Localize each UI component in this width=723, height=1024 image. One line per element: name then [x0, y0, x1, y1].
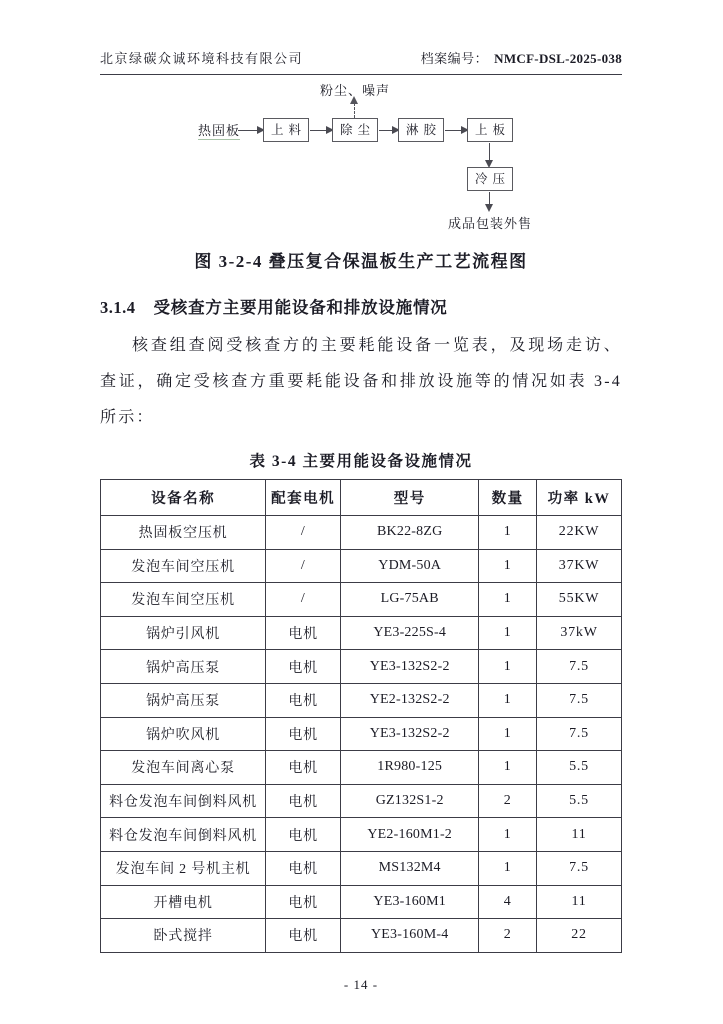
- table-cell: 1: [479, 516, 537, 550]
- table-cell: 22: [537, 919, 622, 953]
- flow-step-gluing: 淋胶: [398, 118, 444, 142]
- table-cell: GZ132S1-2: [341, 784, 479, 818]
- table-cell: 锅炉引风机: [101, 616, 266, 650]
- table-cell: 1: [479, 549, 537, 583]
- table-cell: 2: [479, 919, 537, 953]
- body-paragraph: 核查组查阅受核查方的主要耗能设备一览表，及现场走访、查证，确定受核查方重要耗能设备和排放设施等的情况如表 3-4 所示：: [100, 337, 622, 426]
- table-row: [101, 751, 622, 785]
- file-number-label: 档案编号：: [420, 51, 489, 66]
- company-name: 北京绿碳众诚环境科技有限公司: [100, 51, 304, 66]
- table-cell: 电机: [266, 784, 341, 818]
- table-cell: 1: [479, 717, 537, 751]
- table-cell: 55KW: [537, 583, 622, 617]
- dashed-up-arrow: [354, 103, 355, 118]
- table-cell: 电机: [266, 751, 341, 785]
- table-cell: /: [266, 549, 341, 583]
- flow-arrow: [379, 130, 398, 131]
- output-product-label: 成品包装外售: [447, 216, 532, 231]
- table-cell: 7.5: [537, 683, 622, 717]
- table-cell: YE2-132S2-2: [341, 683, 479, 717]
- table-cell: 37KW: [537, 549, 622, 583]
- table-cell: YE3-160M1: [341, 885, 479, 919]
- section-number: 3.1.4: [100, 298, 136, 317]
- table-cell: 4: [479, 885, 537, 919]
- flow-arrow: [445, 130, 467, 131]
- table-header-cell: 型号: [341, 480, 479, 516]
- table-cell: 1: [479, 851, 537, 885]
- flow-step-cold-press: 冷压: [467, 167, 513, 191]
- table-cell: 11: [537, 818, 622, 852]
- page-header: [100, 0, 622, 75]
- table-cell: 7.5: [537, 851, 622, 885]
- equipment-table-body: [101, 516, 622, 953]
- process-flowchart: [100, 77, 622, 235]
- table-cell: YDM-50A: [341, 549, 479, 583]
- table-cell: 22KW: [537, 516, 622, 550]
- table-row: [101, 919, 622, 953]
- table-row: [101, 851, 622, 885]
- table-cell: /: [266, 516, 341, 550]
- table-row: [101, 616, 622, 650]
- table-cell: LG-75AB: [341, 583, 479, 617]
- flow-arrow: [310, 130, 332, 131]
- table-cell: /: [266, 583, 341, 617]
- table-header-cell: 功率 kW: [537, 480, 622, 516]
- table-cell: 5.5: [537, 784, 622, 818]
- table-cell: 电机: [266, 683, 341, 717]
- table-cell: 发泡车间空压机: [101, 583, 266, 617]
- flow-down-arrow: [489, 143, 490, 166]
- table-row: [101, 583, 622, 617]
- flow-step-boarding: 上板: [467, 118, 513, 142]
- table-cell: 发泡车间 2 号机主机: [101, 851, 266, 885]
- input-material-label: 热固板: [198, 120, 240, 140]
- table-cell: 7.5: [537, 650, 622, 684]
- table-cell: 电机: [266, 919, 341, 953]
- table-cell: 电机: [266, 818, 341, 852]
- table-row: [101, 516, 622, 550]
- table-cell: YE2-160M1-2: [341, 818, 479, 852]
- table-cell: 1: [479, 818, 537, 852]
- file-number-block: [421, 48, 622, 67]
- table-cell: 热固板空压机: [101, 516, 266, 550]
- table-row: [101, 549, 622, 583]
- flow-step-feeding: 上料: [263, 118, 309, 142]
- table-cell: 1R980-125: [341, 751, 479, 785]
- table-cell: BK22-8ZG: [341, 516, 479, 550]
- table-cell: 电机: [266, 717, 341, 751]
- table-cell: MS132M4: [341, 851, 479, 885]
- table-cell: 1: [479, 751, 537, 785]
- table-cell: 1: [479, 616, 537, 650]
- table-cell: 锅炉高压泵: [101, 650, 266, 684]
- table-row: [101, 717, 622, 751]
- table-row: [101, 683, 622, 717]
- section-title: 受核查方主要用能设备和排放设施情况: [153, 298, 448, 317]
- flow-step-dedusting: 除尘: [332, 118, 378, 142]
- section-heading: [100, 294, 622, 318]
- page-number: - 14 -: [343, 976, 379, 992]
- equipment-table: [100, 479, 622, 953]
- table-cell: YE3-160M-4: [341, 919, 479, 953]
- table-cell: 锅炉吹风机: [101, 717, 266, 751]
- flow-arrow: [238, 130, 263, 131]
- table-cell: 发泡车间空压机: [101, 549, 266, 583]
- table-cell: YE3-132S2-2: [341, 717, 479, 751]
- table-cell: 7.5: [537, 717, 622, 751]
- flow-down-arrow: [489, 192, 490, 210]
- table-row: [101, 784, 622, 818]
- table-cell: 电机: [266, 616, 341, 650]
- table-cell: YE3-225S-4: [341, 616, 479, 650]
- table-cell: 电机: [266, 851, 341, 885]
- table-cell: 2: [479, 784, 537, 818]
- table-cell: YE3-132S2-2: [341, 650, 479, 684]
- table-cell: 卧式搅拌: [101, 919, 266, 953]
- table-cell: 11: [537, 885, 622, 919]
- table-cell: 1: [479, 583, 537, 617]
- table-cell: 5.5: [537, 751, 622, 785]
- table-header-cell: 配套电机: [266, 480, 341, 516]
- table-cell: 锅炉高压泵: [101, 683, 266, 717]
- table-header-cell: 数量: [479, 480, 537, 516]
- table-cell: 37kW: [537, 616, 622, 650]
- table-row: [101, 818, 622, 852]
- table-header-row: [101, 480, 622, 516]
- table-cell: 开槽电机: [101, 885, 266, 919]
- table-caption: 表 3-4 主要用能设备设施情况: [249, 453, 473, 470]
- table-cell: 发泡车间离心泵: [101, 751, 266, 785]
- table-cell: 电机: [266, 650, 341, 684]
- table-cell: 电机: [266, 885, 341, 919]
- table-row: [101, 885, 622, 919]
- table-cell: 1: [479, 683, 537, 717]
- table-cell: 料仓发泡车间倒料风机: [101, 818, 266, 852]
- table-header-cell: 设备名称: [101, 480, 266, 516]
- figure-caption: 图 3-2-4 叠压复合保温板生产工艺流程图: [194, 252, 528, 271]
- file-number-value: NMCF-DSL-2025-038: [494, 51, 622, 66]
- table-row: [101, 650, 622, 684]
- table-cell: 料仓发泡车间倒料风机: [101, 784, 266, 818]
- table-cell: 1: [479, 650, 537, 684]
- emission-label: 粉尘、噪声: [319, 83, 390, 98]
